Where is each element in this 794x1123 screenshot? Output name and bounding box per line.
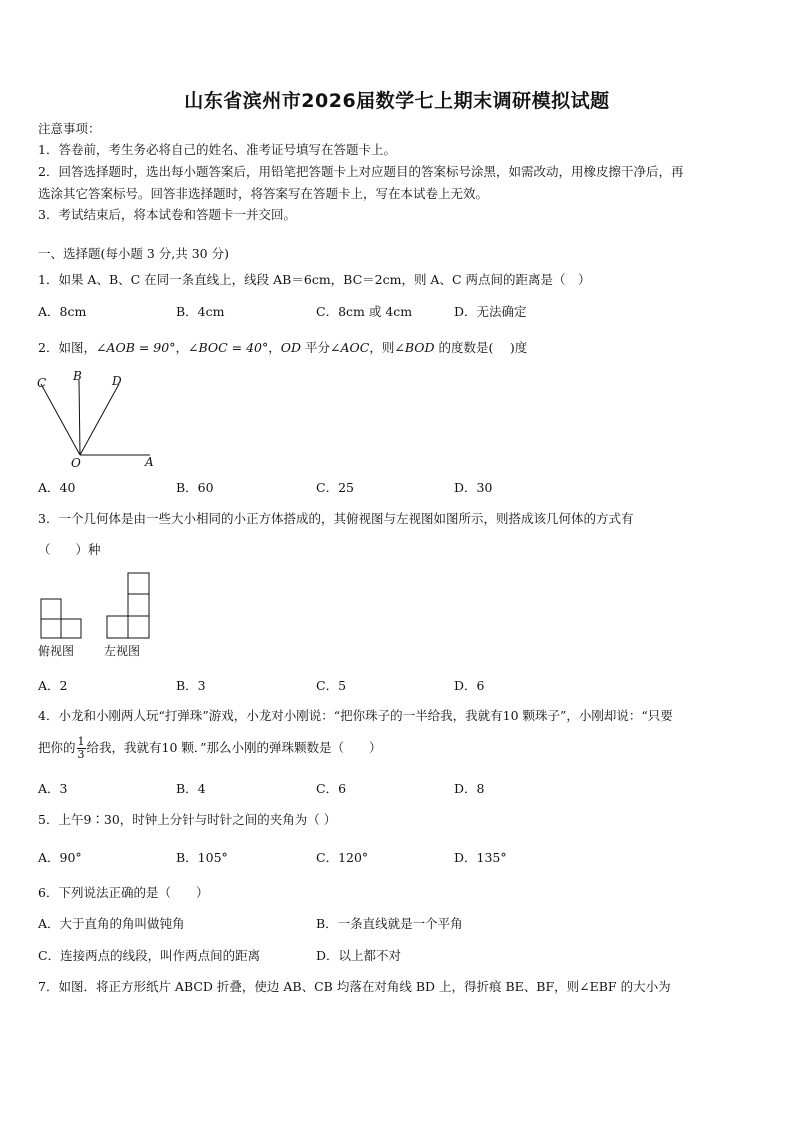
q3-option-a: A．2	[38, 678, 68, 693]
caption-top-view: 俯视图	[38, 644, 75, 658]
label-c: C	[37, 376, 47, 390]
notice-item: 2．回答选择题时，选出每小题答案后，用铅笔把答题卡上对应题目的答案标号涂黑，如需改动，用橡皮擦干净后，再	[38, 164, 684, 179]
q2-math-aoc: ∠AOC	[330, 340, 370, 355]
top-view-cell	[41, 619, 61, 638]
label-a: A	[145, 455, 154, 469]
q5-option-d: D．135°	[454, 850, 507, 865]
q2-sep2: ，	[268, 340, 281, 355]
q5-option-c: C．120°	[316, 850, 369, 865]
notice-heading: 注意事项：	[38, 121, 101, 136]
q6-option-c: C．连接两点的线段，叫作两点间的距离	[38, 948, 261, 963]
q2-prefix: 2．如图，	[38, 340, 96, 355]
q6-option-a: A．大于直角的角叫做钝角	[38, 916, 185, 931]
q2-math-od: OD	[280, 340, 302, 355]
label-o: O	[71, 456, 81, 470]
q4-option-c: C．6	[316, 781, 347, 796]
left-view-cell	[107, 616, 128, 638]
q1-option-c: C．8cm 或 4cm	[316, 304, 413, 319]
q2-option-c: C．25	[316, 480, 354, 495]
question-4-line1: 4．小龙和小刚两人玩“打弹珠”游戏，小龙对小刚说：“把你珠子的一半给我，我就有10 颗珠子”，小刚却说：“只要	[38, 708, 673, 723]
fraction-one-third	[77, 736, 86, 761]
q4-option-d: D．8	[454, 781, 485, 796]
q4-option-a: A．3	[38, 781, 68, 796]
notice-item: 1．答卷前，考生务必将自己的姓名、准考证号填写在答题卡上。	[38, 142, 396, 157]
question-7-text: 7．如图．将正方形纸片 ABCD 折叠，使边 AB、CB 均落在对角线 BD 上，得折痕 BE、BF，则∠EBF 的大小为	[38, 979, 671, 994]
question-4-line2	[38, 736, 382, 761]
q2-suffix: 的度数是( )度	[434, 340, 528, 355]
notice-item: 选涂其它答案标号。回答非选择题时，将答案写在答题卡上，写在本试卷上无效。	[38, 186, 489, 201]
ray-od	[80, 384, 119, 455]
q4-line2-prefix: 把你的	[38, 740, 76, 755]
q4-option-b: B．4	[176, 781, 206, 796]
section-heading: 一、选择题(每小题 3 分,共 30 分)	[38, 246, 229, 261]
q5-option-b: B．105°	[176, 850, 228, 865]
q2-option-b: B．60	[176, 480, 214, 495]
q2-math-bod: ∠BOD	[394, 340, 435, 355]
q1-option-d: D．无法确定	[454, 304, 527, 319]
notice-item: 3．考试结束后，将本试卷和答题卡一并交回。	[38, 207, 296, 222]
top-view-cell	[41, 599, 61, 619]
question-3-line1: 3．一个几何体是由一些大小相同的小正方体搭成的，其俯视图与左视图如图所示，则搭成该几何体的方式有	[38, 511, 634, 526]
question-5-text: 5．上午9∶30，时钟上分针与时针之间的夹角为（ ）	[38, 812, 337, 827]
q2-mid2: ，则	[369, 340, 395, 355]
left-view-cell	[128, 573, 149, 594]
q6-option-d: D．以上都不对	[316, 948, 402, 963]
q3-option-b: B．3	[176, 678, 206, 693]
q1-option-a: A．8cm	[38, 304, 87, 319]
left-view-cell	[128, 594, 149, 616]
question-3-line2: （ ）种	[38, 542, 101, 557]
q2-math-aob: ∠AOB = 90°	[95, 340, 176, 355]
frac-numerator: 1	[77, 735, 85, 748]
q3-option-c: C．5	[316, 678, 347, 693]
q6-option-b: B．一条直线就是一个平角	[316, 916, 463, 931]
q2-option-a: A．40	[38, 480, 76, 495]
page-title: 山东省滨州市2026届数学七上期末调研模拟试题	[184, 90, 610, 112]
views-figure	[38, 570, 158, 640]
q4-line2-suffix: 给我，我就有10 颗．”那么小刚的弹珠颗数是（ ）	[86, 740, 382, 755]
question-6-text: 6．下列说法正确的是（ ）	[38, 885, 209, 900]
q5-option-a: A．90°	[38, 850, 82, 865]
q2-mid: 平分	[301, 340, 331, 355]
top-view-cell	[61, 619, 81, 638]
angle-figure	[30, 368, 170, 472]
ray-ob	[79, 380, 80, 455]
q1-option-b: B．4cm	[176, 304, 225, 319]
frac-denominator: 3	[77, 748, 85, 761]
ray-oc	[41, 384, 80, 455]
q2-sep: ，	[175, 340, 188, 355]
q2-math-boc: ∠BOC = 40°	[187, 340, 269, 355]
label-d: D	[112, 374, 122, 388]
q3-option-d: D．6	[454, 678, 485, 693]
left-view-cell	[128, 616, 149, 638]
caption-left-view: 左视图	[104, 644, 141, 658]
question-2-text	[38, 340, 527, 356]
question-1-text: 1．如果 A、B、C 在同一条直线上，线段 AB＝6cm，BC＝2cm，则 A、C 两点间的距离是（ ）	[38, 272, 591, 287]
label-b: B	[73, 369, 82, 383]
q2-option-d: D．30	[454, 480, 493, 495]
